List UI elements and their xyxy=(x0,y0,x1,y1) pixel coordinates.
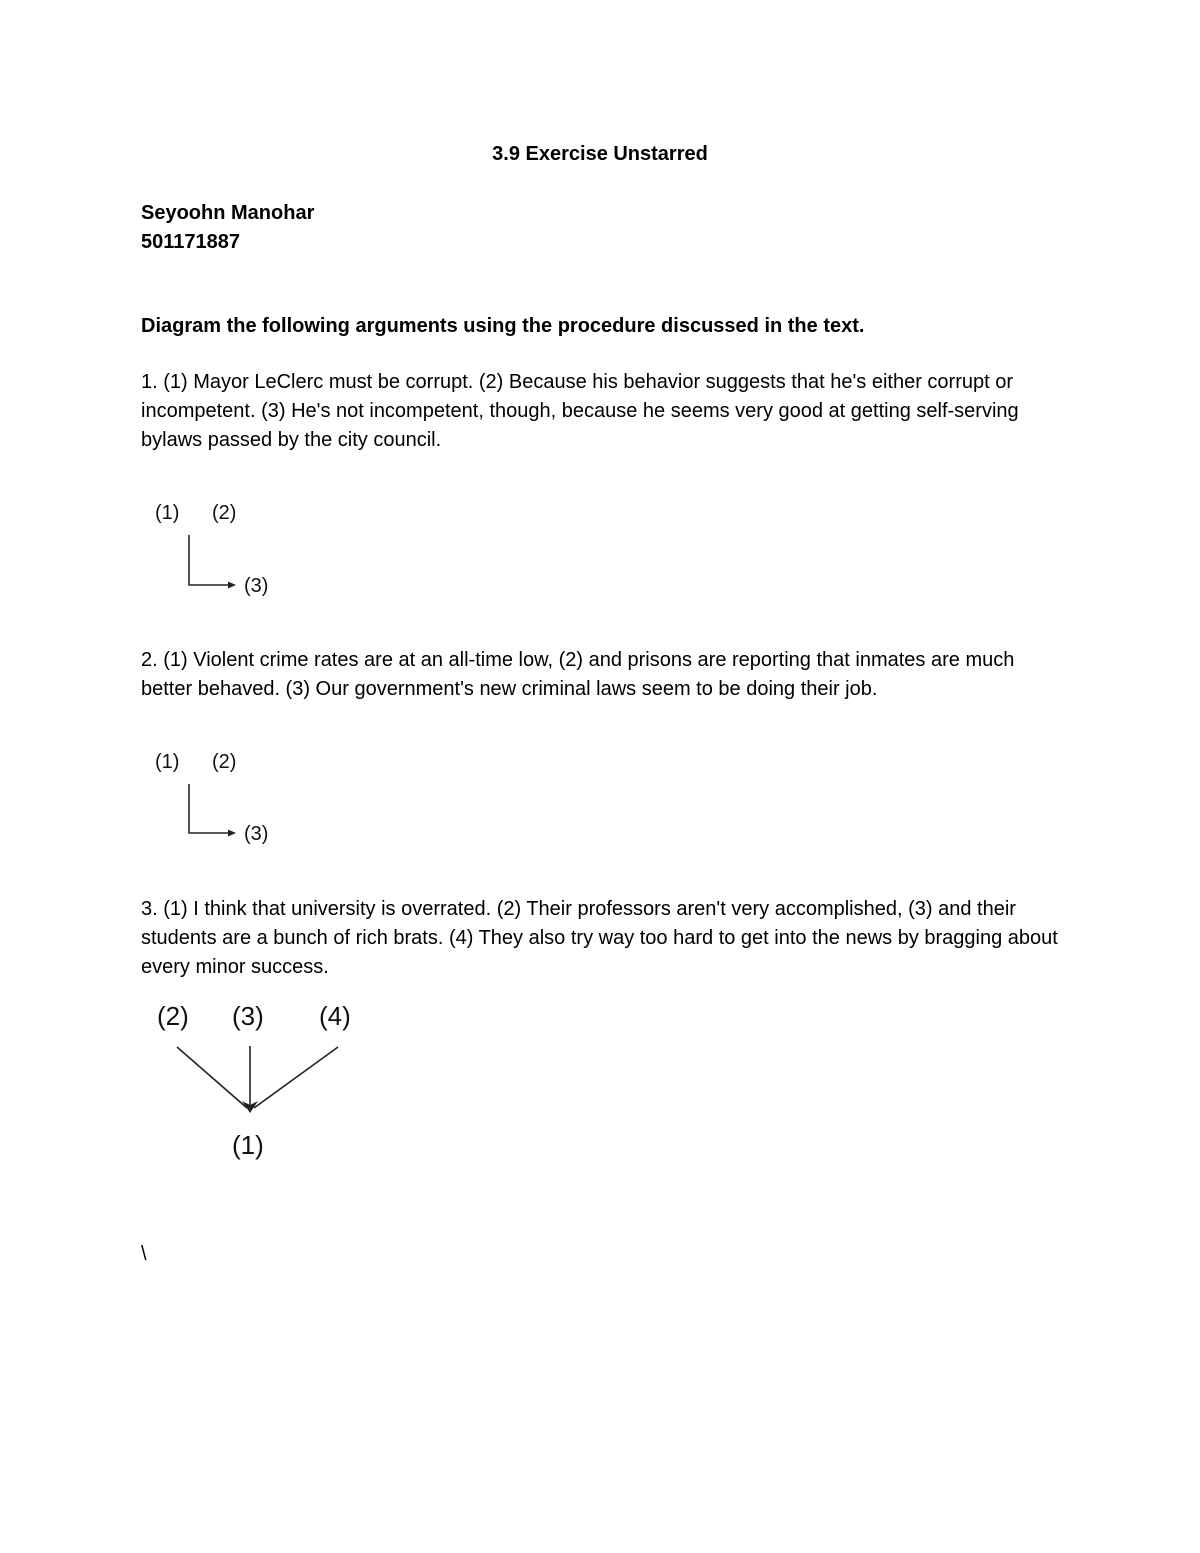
question-1-diagram xyxy=(140,495,290,605)
diagram-1-label-1: (1) xyxy=(155,502,180,524)
question-3-diagram xyxy=(140,995,380,1170)
instructions: Diagram the following arguments using the procedure discussed in the text. xyxy=(141,315,865,337)
question-2-diagram xyxy=(140,744,290,854)
diagram-1-connector xyxy=(189,535,232,585)
author-name: Seyoohn Manohar xyxy=(141,202,315,224)
diagram-3-label-2: (2) xyxy=(157,1001,189,1031)
diagram-1-arrowhead xyxy=(228,582,236,589)
question-1-text: 1. (1) Mayor LeClerc must be corrupt. (2) Because his behavior suggests that he's either corrupt or incompetent. (3) He's not incompetent, though, because he seems very good at getting self-serving bylaws passed by the city council. xyxy=(141,371,1019,451)
diagram-2-connector xyxy=(189,784,232,833)
page-title: 3.9 Exercise Unstarred xyxy=(492,143,708,165)
diagram-2-label-1: (1) xyxy=(155,751,180,773)
diagram-2-label-2: (2) xyxy=(212,751,237,773)
question-3-text: 3. (1) I think that university is overrated. (2) Their professors aren't very accomplished, (3) and their students are a bunch of rich brats. (4) They also try way too hard to get into the news by bragging about every minor success. xyxy=(141,898,1058,978)
diagram-3-label-3: (3) xyxy=(232,1001,264,1031)
diagram-3-label-4: (4) xyxy=(319,1001,351,1031)
diagram-1-label-2: (2) xyxy=(212,502,237,524)
diagram-2-arrowhead xyxy=(228,830,236,837)
author-id: 501171887 xyxy=(141,231,241,253)
diagram-3-arrow-from-4 xyxy=(254,1047,338,1108)
diagram-2-label-3: (3) xyxy=(244,823,269,845)
diagram-1-label-3: (3) xyxy=(244,575,269,597)
trailing-mark: \ xyxy=(141,1243,147,1265)
diagram-3-label-1: (1) xyxy=(232,1130,264,1160)
diagram-3-arrow-from-2 xyxy=(177,1047,247,1108)
question-2-text: 2. (1) Violent crime rates are at an all-time low, (2) and prisons are reporting that inmates are much better behaved. (3) Our government's new criminal laws seem to be doing their job. xyxy=(141,649,1015,700)
author-block xyxy=(141,199,314,257)
